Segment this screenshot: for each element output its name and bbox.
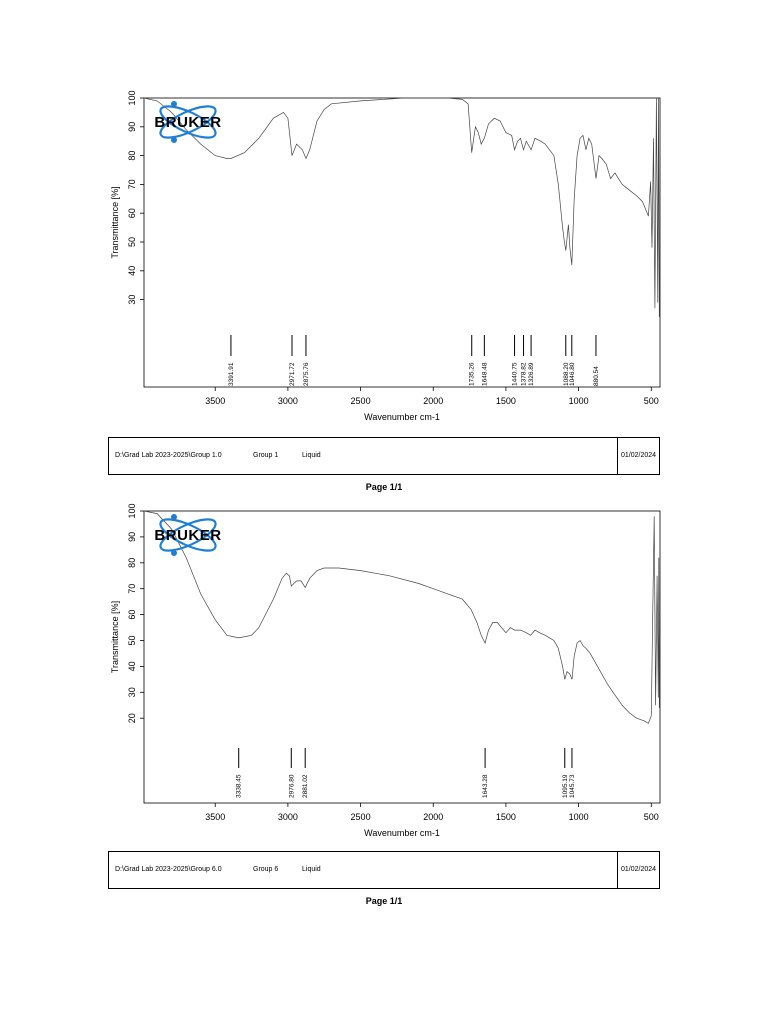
sample-info-box <box>108 851 660 889</box>
x-tick-label: 1000 <box>568 812 589 822</box>
x-axis-label: Wavenumber cm-1 <box>364 412 440 422</box>
logo-dot <box>171 514 177 520</box>
logo-dot <box>171 137 177 143</box>
peak-label: 880.54 <box>592 366 600 386</box>
x-tick-label: 3500 <box>205 812 226 822</box>
y-tick-label: 100 <box>127 503 137 519</box>
measurement-date: 01/02/2024 <box>621 452 657 459</box>
group-name: Group 1 <box>253 452 279 459</box>
sample-state: Liquid <box>302 866 321 873</box>
x-tick-label: 2500 <box>350 396 371 406</box>
y-tick-label: 20 <box>127 713 137 724</box>
y-tick-label: 30 <box>127 294 137 305</box>
logo-text: BRUKER <box>154 527 222 544</box>
x-tick-label: 1500 <box>495 396 516 406</box>
ir-spectrum-chart-1 <box>0 0 768 430</box>
peak-label: 2875.76 <box>302 362 310 387</box>
peak-label: 1088.20 <box>562 362 570 386</box>
x-tick-label: 3000 <box>277 812 298 822</box>
y-tick-label: 70 <box>127 583 137 594</box>
y-tick-label: 50 <box>127 635 137 646</box>
logo-text: BRUKER <box>154 114 222 131</box>
x-tick-label: 3500 <box>205 396 226 406</box>
y-tick-label: 30 <box>127 687 137 698</box>
x-tick-label: 3000 <box>277 396 298 406</box>
bruker-logo <box>154 513 221 556</box>
y-tick-label: 40 <box>127 661 137 672</box>
bruker-logo <box>154 100 221 143</box>
sample-state: Liquid <box>302 452 321 459</box>
group-name: Group 6 <box>253 866 279 873</box>
y-tick-label: 90 <box>127 531 137 542</box>
page-number: Page 1/1 <box>365 482 403 492</box>
x-tick-label: 1000 <box>568 396 589 406</box>
peak-label: 1378.82 <box>520 362 528 386</box>
logo-dot <box>171 101 177 107</box>
measurement-date: 01/02/2024 <box>621 866 657 873</box>
x-axis-label: Wavenumber cm-1 <box>364 828 440 838</box>
peak-label: 1095.19 <box>561 774 569 798</box>
y-tick-label: 60 <box>127 609 137 620</box>
peak-label: 1440.75 <box>511 362 519 386</box>
y-axis-label: Transmittance [%] <box>110 186 120 259</box>
y-tick-label: 80 <box>127 557 137 568</box>
y-tick-label: 60 <box>127 208 137 219</box>
ir-spectrum-chart-2 <box>0 415 768 845</box>
x-tick-label: 1500 <box>495 812 516 822</box>
plot-frame <box>144 511 660 803</box>
file-path: D:\Grad Lab 2023-2025\Group 6.0 <box>115 866 222 873</box>
page-number: Page 1/1 <box>365 896 403 906</box>
y-tick-label: 50 <box>127 236 137 248</box>
divider <box>617 852 618 888</box>
peak-label: 3391.91 <box>227 362 235 386</box>
peak-label: 2976.80 <box>288 774 296 798</box>
x-tick-label: 500 <box>643 396 659 406</box>
y-tick-label: 90 <box>127 121 137 132</box>
x-tick-label: 2000 <box>423 396 444 406</box>
peak-label: 1735.26 <box>468 362 476 386</box>
y-tick-label: 80 <box>127 150 137 161</box>
peak-label: 1046.80 <box>568 362 576 386</box>
x-tick-label: 2000 <box>423 812 444 822</box>
peak-label: 2881.02 <box>302 774 310 798</box>
peak-label: 1045.73 <box>568 774 576 798</box>
peak-label: 1648.48 <box>481 362 489 386</box>
peak-label: 1326.89 <box>528 362 536 386</box>
plot-frame <box>144 98 660 387</box>
x-tick-label: 2500 <box>350 812 371 822</box>
peak-label: 2971.72 <box>289 362 297 386</box>
x-tick-label: 500 <box>643 812 659 822</box>
y-tick-label: 40 <box>127 265 137 276</box>
peak-label: 1643.28 <box>482 774 490 798</box>
peak-label: 3338.45 <box>235 774 243 798</box>
y-axis-label: Transmittance [%] <box>110 600 120 674</box>
logo-dot <box>171 550 177 556</box>
y-tick-label: 70 <box>127 179 137 190</box>
file-path: D:\Grad Lab 2023-2025\Group 1.0 <box>115 452 222 459</box>
y-tick-label: 100 <box>127 90 137 106</box>
